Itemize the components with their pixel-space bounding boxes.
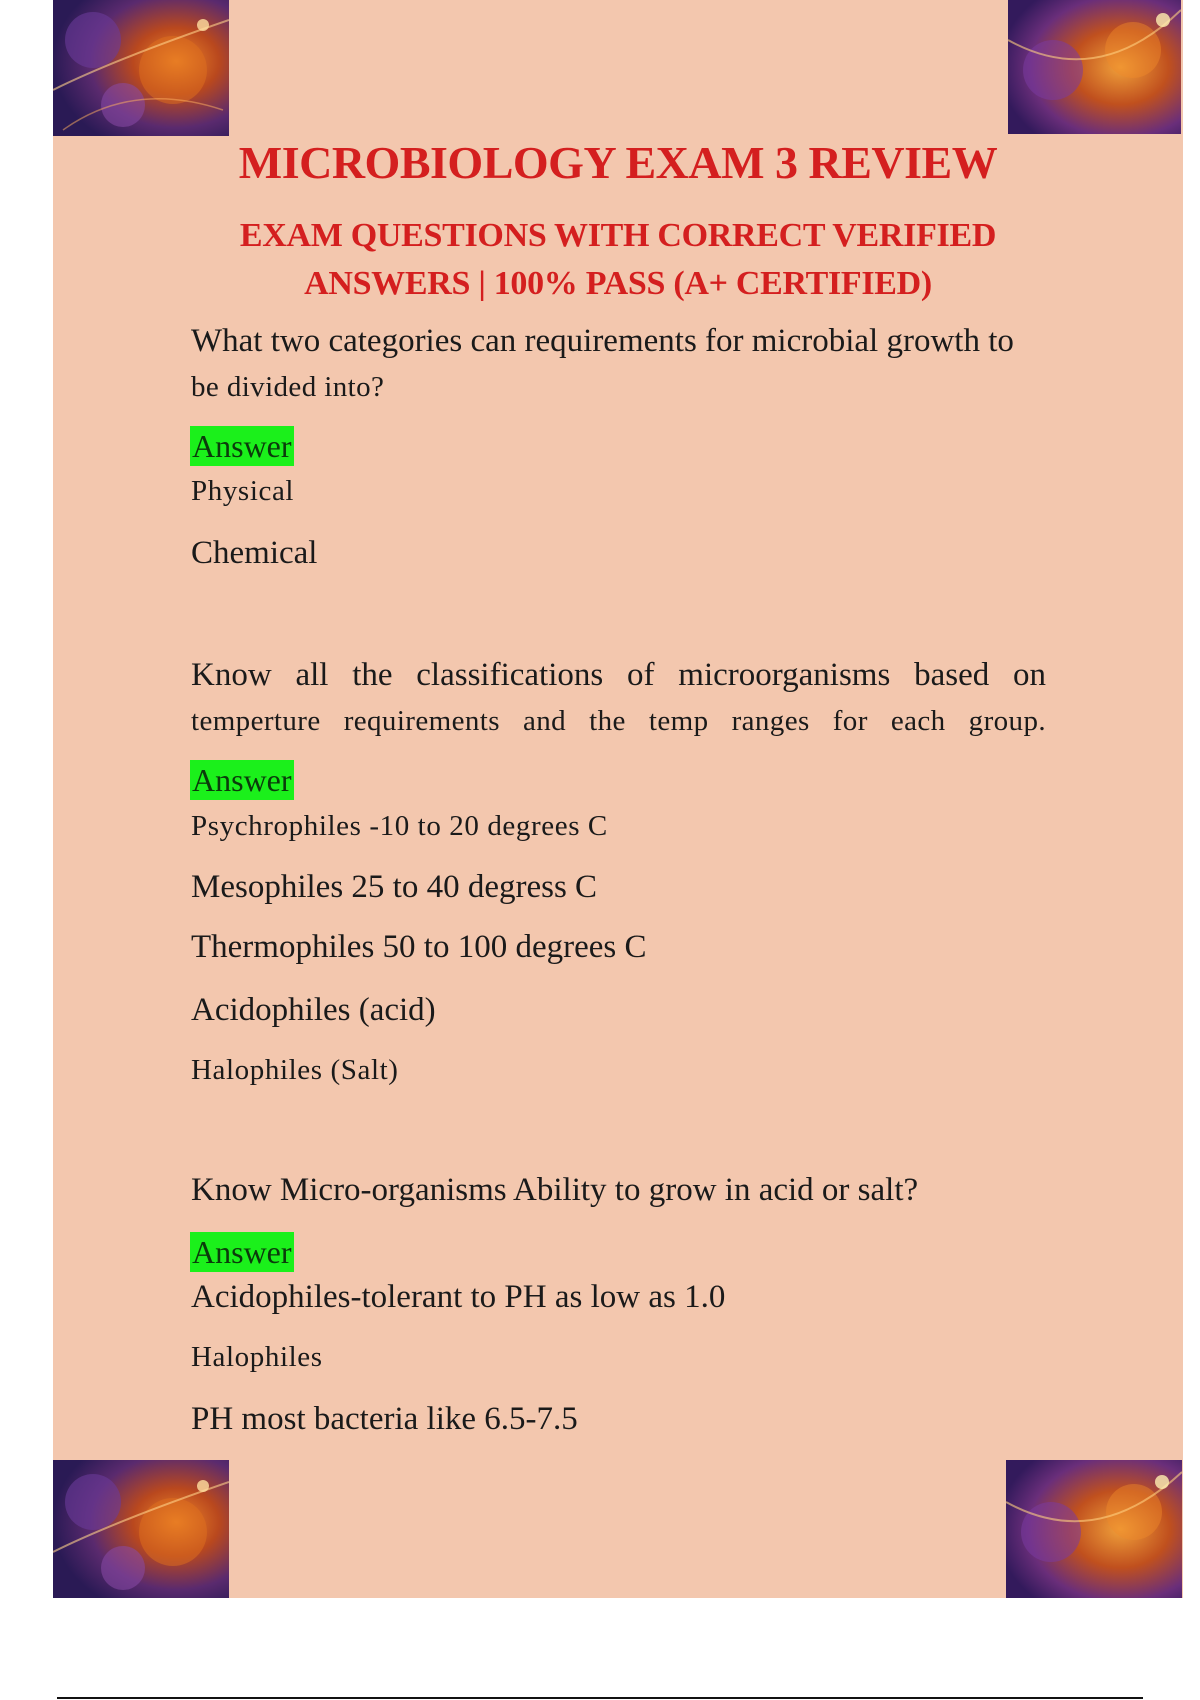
- subtitle-line-1: EXAM QUESTIONS WITH CORRECT VERIFIED: [239, 217, 997, 254]
- answer-label: Answer: [192, 428, 292, 464]
- answer-label: Answer: [192, 762, 292, 798]
- answer-item: Halophiles: [191, 1341, 323, 1373]
- document-subtitle: [53, 212, 1183, 308]
- answer-item: Mesophiles 25 to 40 degress C: [191, 869, 598, 905]
- answer-item: Acidophiles-tolerant to PH as low as 1.0: [191, 1279, 726, 1315]
- question-1-line-1: What two categories can requirements for microbial growth to: [191, 323, 1014, 359]
- answer-item: Psychrophiles -10 to 20 degrees C: [191, 810, 608, 842]
- subtitle-line-2: ANSWERS | 100% PASS (A+ CERTIFIED): [304, 265, 932, 302]
- question-2: [191, 652, 1046, 744]
- answer-item: Acidophiles (acid): [191, 992, 436, 1028]
- footer-rule: [57, 1697, 1143, 1699]
- question-1: [191, 318, 1046, 410]
- question-2-line-2: temperture requirements and the temp ranges for each group.: [191, 705, 1046, 737]
- corner-decoration-bottom-right: [1006, 1460, 1182, 1598]
- question-2-line-1: Know all the classifications of microorganisms based on: [191, 657, 1046, 693]
- answer-item: PH most bacteria like 6.5-7.5: [191, 1401, 578, 1437]
- corner-decoration-top-right: [1008, 0, 1181, 134]
- corner-decoration-top-left: [53, 0, 229, 136]
- answer-item: Chemical: [191, 535, 318, 571]
- answer-item: Physical: [191, 475, 295, 507]
- answer-label: Answer: [192, 1234, 292, 1270]
- question-3-line-1: Know Micro-organisms Ability to grow in acid or salt?: [191, 1172, 919, 1208]
- answer-item: Thermophiles 50 to 100 degrees C: [191, 929, 647, 965]
- answer-item: Halophiles (Salt): [191, 1054, 399, 1086]
- question-1-line-2: be divided into?: [191, 371, 385, 403]
- corner-decoration-bottom-left: [53, 1460, 229, 1598]
- document-title: MICROBIOLOGY EXAM 3 REVIEW: [238, 137, 998, 188]
- question-3: [191, 1167, 1046, 1213]
